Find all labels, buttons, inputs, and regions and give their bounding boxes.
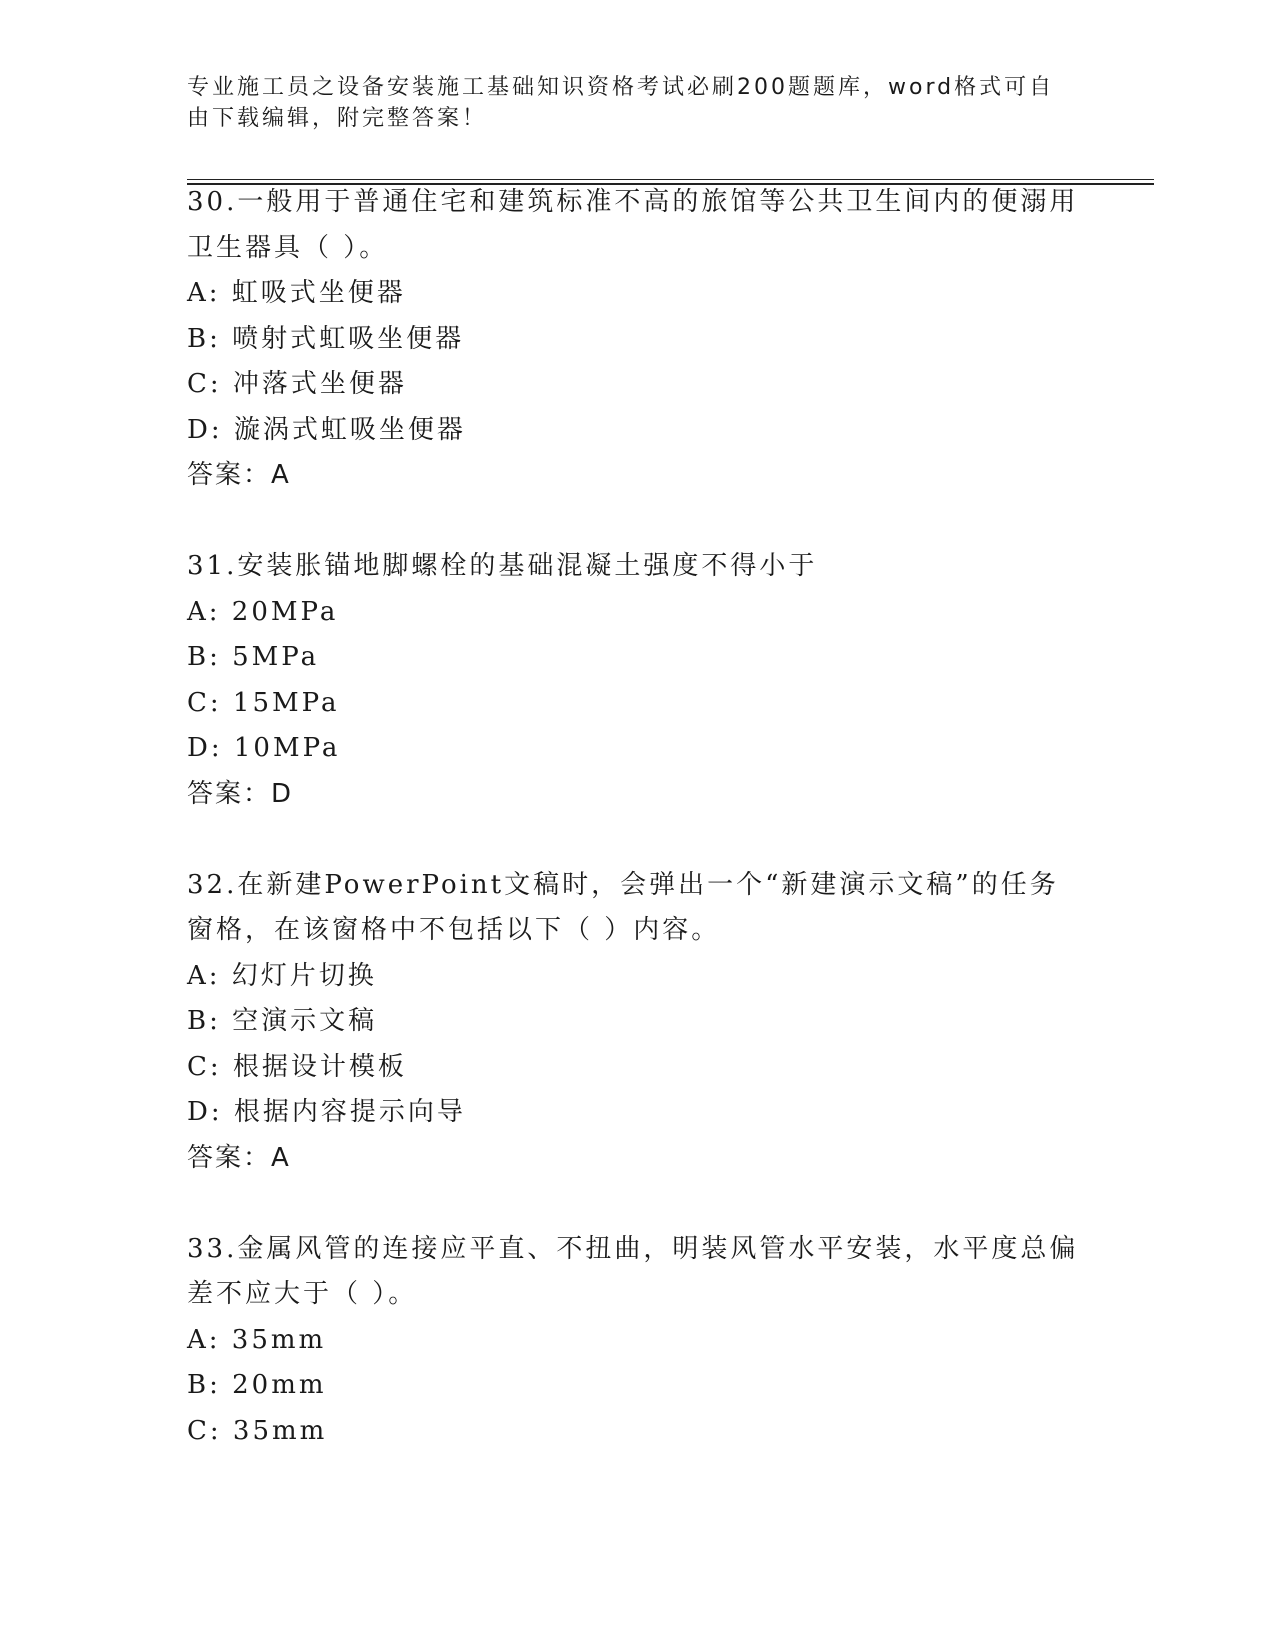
option-a: A: 幻灯片切换 — [187, 960, 377, 991]
answer-line: 答案：A — [187, 1142, 291, 1173]
question-stem: 33.金属风管的连接应平直、不扭曲，明装风管水平安装，水平度总偏差不应大于（ ）。 — [187, 1233, 1079, 1309]
option-c: C: 冲落式坐便器 — [187, 369, 407, 399]
question-stem: 32.在新建PowerPoint文稿时，会弹出一个“新建演示文稿”的任务窗格，在该窗格中不包括以下（ ）内容。 — [187, 869, 1059, 945]
question-31 — [187, 544, 1087, 817]
option-d: D: 漩涡式虹吸坐便器 — [187, 414, 466, 445]
question-32 — [187, 863, 1087, 1182]
option-b: B: 20mm — [187, 1370, 327, 1400]
option-c: C: 根据设计模板 — [187, 1051, 407, 1082]
option-a: A: 20MPa — [187, 596, 339, 627]
option-d: D: 根据内容提示向导 — [187, 1097, 466, 1127]
question-list — [187, 180, 1087, 1454]
question-stem: 30.一般用于普通住宅和建筑标准不高的旅馆等公共卫生间内的便溺用卫生器具（ ）。 — [187, 187, 1079, 263]
option-a: A: 虹吸式坐便器 — [187, 278, 406, 308]
option-b: B: 空演示文稿 — [187, 1006, 378, 1036]
question-30 — [187, 180, 1087, 499]
option-c: C: 15MPa — [187, 687, 340, 718]
option-b: B: 喷射式虹吸坐便器 — [187, 323, 465, 354]
question-33 — [187, 1227, 1087, 1455]
answer-line: 答案：D — [187, 778, 294, 809]
answer-line: 答案：A — [187, 460, 291, 490]
option-a: A: 35mm — [187, 1324, 327, 1355]
option-d: D: 10MPa — [187, 733, 341, 763]
document-header: 专业施工员之设备安装施工基础知识资格考试必刷200题题库，word格式可自由下载编辑，附完整答案！ — [187, 75, 1055, 131]
option-b: B: 5MPa — [187, 642, 320, 672]
question-stem: 31.安装胀锚地脚螺栓的基础混凝土强度不得小于 — [187, 551, 818, 581]
option-c: C: 35mm — [187, 1415, 328, 1446]
